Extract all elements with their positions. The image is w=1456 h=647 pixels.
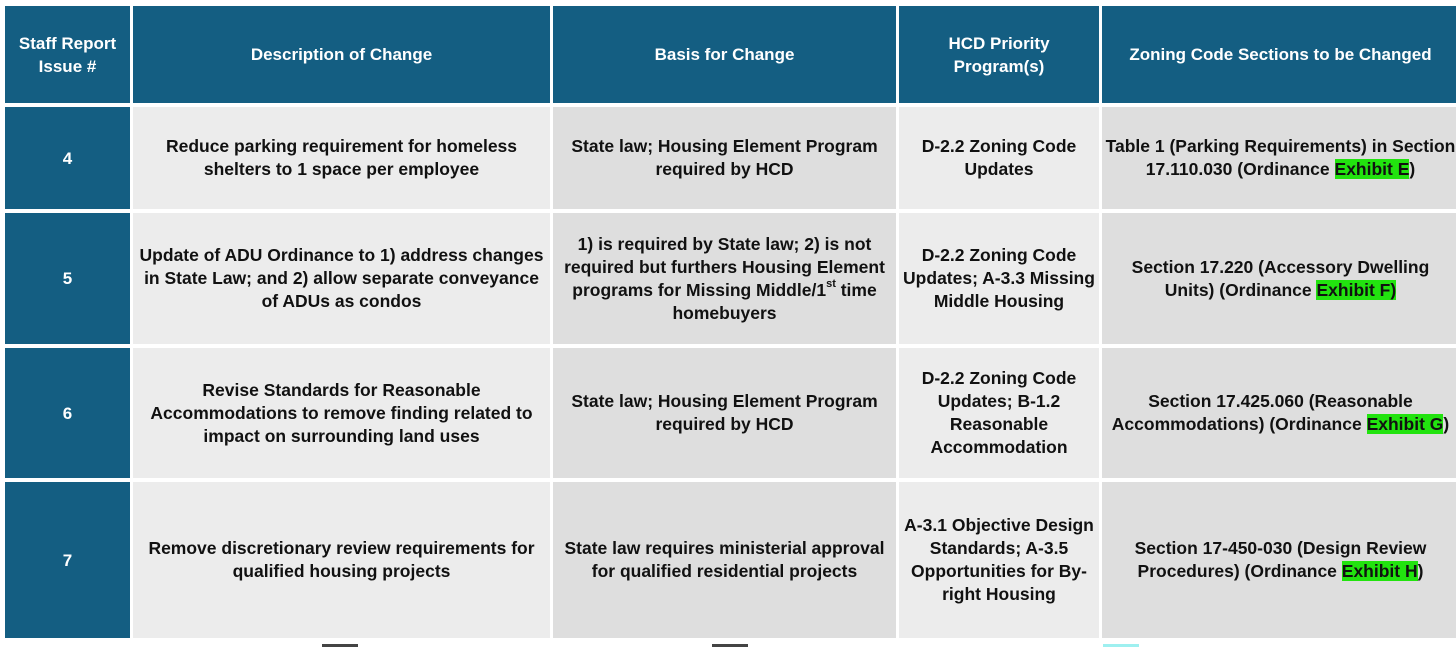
header-sections-label: Zoning Code Sections to be Changed xyxy=(1129,45,1432,64)
issue-number: 4 xyxy=(62,148,73,168)
header-basis-label: Basis for Change xyxy=(654,45,795,64)
issue-number: 7 xyxy=(62,550,73,570)
basis-text: State law requires ministerial approval for qualified residential projects xyxy=(564,538,885,581)
priority-cell xyxy=(899,482,1099,638)
issue-number-cell xyxy=(5,482,130,638)
priority-cell xyxy=(899,213,1099,344)
sections-text-wrap xyxy=(1121,537,1441,583)
basis-text-end: time homebuyers xyxy=(672,279,877,323)
sections-cell xyxy=(1102,107,1456,209)
description-cell xyxy=(133,348,550,478)
sections-suffix: ) xyxy=(1443,414,1450,434)
header-description xyxy=(133,6,550,103)
header-basis xyxy=(553,6,896,103)
issue-number-cell xyxy=(5,348,130,478)
sections-text-wrap xyxy=(1102,390,1456,436)
header-issue xyxy=(5,6,130,103)
sections-suffix: ) xyxy=(1417,561,1424,581)
sections-text: Section 17.425.060 (Reasonable Accommodations) (Ordinance xyxy=(1111,391,1413,434)
sections-cell xyxy=(1102,348,1456,478)
sections-cell xyxy=(1102,213,1456,344)
ordinal-superscript: st xyxy=(826,277,836,290)
basis-cell xyxy=(553,348,896,478)
exhibit-highlight: Exhibit F) xyxy=(1316,279,1397,300)
zoning-changes-table xyxy=(5,6,1456,638)
priority-text: D-2.2 Zoning Code Updates xyxy=(921,136,1077,179)
sections-text: Section 17-450-030 (Design Review Procedures) (Ordinance xyxy=(1134,538,1427,581)
basis-cell xyxy=(553,482,896,638)
basis-cell xyxy=(553,107,896,209)
sections-text: Table 1 (Parking Requirements) in Section 17.110.030 (Ordinance xyxy=(1105,136,1456,179)
basis-text: 1) is required by State law; 2) is not required but furthers Housing Element programs for Missing Middle/1 xyxy=(564,233,885,300)
issue-number: 6 xyxy=(62,403,73,423)
description-text: Reduce parking requirement for homeless shelters to 1 space per employee xyxy=(165,136,518,179)
basis-cell xyxy=(553,213,896,344)
header-priority xyxy=(899,6,1099,103)
description-text: Revise Standards for Reasonable Accommodations to remove finding related to impact on surrounding land uses xyxy=(150,379,533,446)
basis-text: State law; Housing Element Program required by HCD xyxy=(571,391,878,434)
description-cell xyxy=(133,107,550,209)
sections-cell xyxy=(1102,482,1456,638)
basis-text: State law; Housing Element Program required by HCD xyxy=(571,136,878,179)
issue-number-cell xyxy=(5,107,130,209)
exhibit-highlight: Exhibit G xyxy=(1366,414,1444,434)
exhibit-highlight: Exhibit H xyxy=(1341,561,1418,581)
issue-number: 5 xyxy=(62,269,73,288)
description-text: Remove discretionary review requirements for qualified housing projects xyxy=(148,538,535,581)
exhibit-highlight: Exhibit E xyxy=(1334,159,1410,179)
description-cell xyxy=(133,213,550,344)
description-text: Update of ADU Ordinance to 1) address changes in State Law; and 2) allow separate conveyance of ADUs as condos xyxy=(139,245,544,311)
priority-cell xyxy=(899,348,1099,478)
priority-text: D-2.2 Zoning Code Updates; B-1.2 Reasonable Accommodation xyxy=(921,368,1077,457)
header-description-label: Description of Change xyxy=(250,45,433,64)
priority-cell xyxy=(899,107,1099,209)
sections-text-wrap xyxy=(1126,256,1436,302)
basis-text-wrap xyxy=(555,233,894,325)
header-issue-label: Staff Report Issue # xyxy=(18,33,117,76)
header-sections xyxy=(1102,6,1456,103)
sections-suffix: ) xyxy=(1409,159,1416,179)
priority-text: D-2.2 Zoning Code Updates; A-3.3 Missing Middle Housing xyxy=(903,245,1095,311)
issue-number-cell xyxy=(5,213,130,344)
description-cell xyxy=(133,482,550,638)
sections-text: Section 17.220 (Accessory Dwelling Units) (Ordinance xyxy=(1131,256,1430,300)
header-priority-label: HCD Priority Program(s) xyxy=(948,33,1050,76)
priority-text: A-3.1 Objective Design Standards; A-3.5 Opportunities for By-right Housing xyxy=(904,515,1094,604)
sections-text-wrap xyxy=(1102,135,1456,181)
